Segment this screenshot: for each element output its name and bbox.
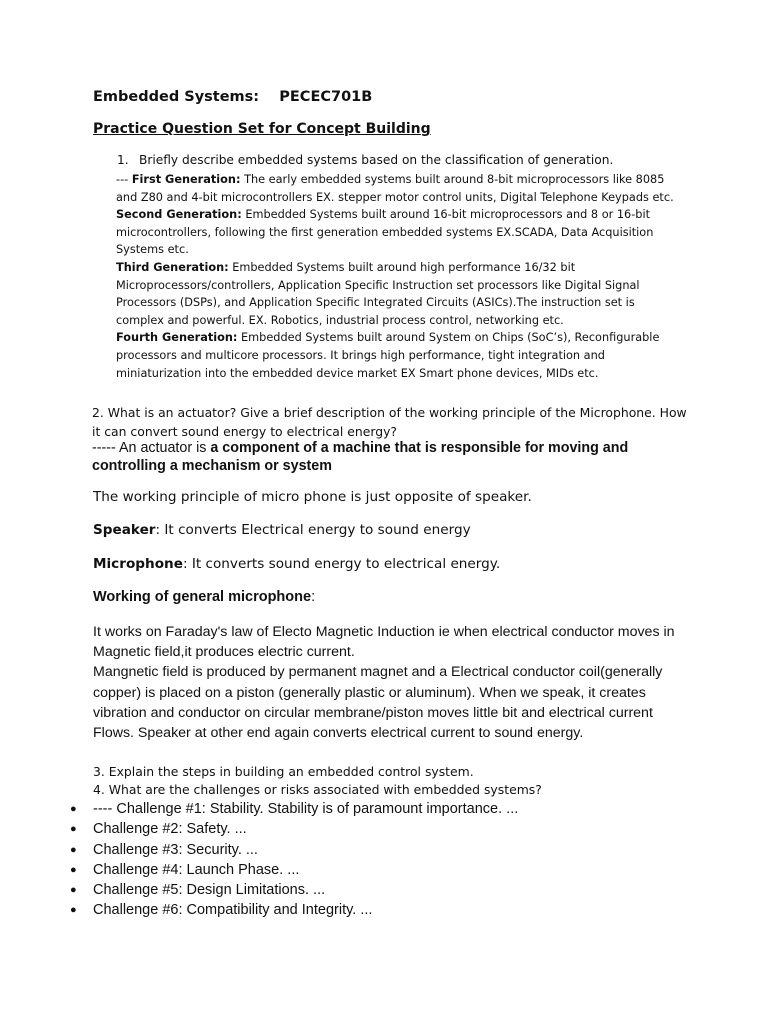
challenge-text: Challenge #6: Compatibility and Integrity. ... xyxy=(93,902,373,919)
page-subtitle: Practice Question Set for Concept Building xyxy=(93,121,431,137)
working-paragraph-2: Mangnetic field is produced by permanent magnet and a Electrical conductor coil(generally copper) is placed on a piston (generally plastic or aluminum). When we speak, it creates vibration and conductor on circular membrane/piston moves little bit and electrical current Flows. Speaker at other end again converts electrical current to sound energy. xyxy=(93,664,663,742)
question-3: 3. Explain the steps in building an embedded control system. xyxy=(93,764,474,779)
question-1 xyxy=(117,153,677,167)
generation-second xyxy=(116,206,676,259)
actuator-prefix: ----- An actuator is xyxy=(92,440,211,456)
generation-label: Fourth Generation: xyxy=(116,331,238,345)
list-item xyxy=(62,900,682,920)
generation-fourth xyxy=(116,329,676,382)
working-heading-colon: : xyxy=(311,589,316,605)
working-heading xyxy=(93,589,315,605)
speaker-label: Speaker xyxy=(93,522,156,538)
challenge-text: Challenge #2: Safety. ... xyxy=(93,821,247,838)
working-paragraph-1: It works on Faraday's law of Electo Magnetic Induction ie when electrical conductor moves in Magnetic field,it produces electric current. xyxy=(93,624,675,661)
speaker-line xyxy=(93,522,693,538)
actuator-answer xyxy=(92,439,692,475)
generation-text: Embedded Systems built around System on Chips (SoC’s), Reconfigurable processors and multicore processors. It brings high performance, tight integration and miniaturization into the embedded device market EX Smart phone devices, MIDs etc. xyxy=(116,331,660,380)
generation-text: Embedded Systems built around 16-bit microprocessors and 8 or 16-bit microcontrollers, following the first generation embedded systems EX.SCADA, Data Acquisition Systems etc. xyxy=(116,208,654,257)
challenge-list xyxy=(62,799,682,921)
principle-text: The working principle of micro phone is just opposite of speaker. xyxy=(93,489,532,505)
question-4: 4. What are the challenges or risks associated with embedded systems? xyxy=(93,782,542,797)
list-item xyxy=(62,860,682,880)
generation-list xyxy=(116,171,676,382)
generation-label: Second Generation: xyxy=(116,208,242,222)
list-item xyxy=(62,840,682,860)
generation-third xyxy=(116,259,676,329)
working-explanation xyxy=(93,622,693,743)
page-title: Embedded Systems: PECEC701B xyxy=(93,89,373,105)
bullet-icon: ● xyxy=(70,884,77,897)
generation-text: The early embedded systems built around 8-bit microprocessors like 8085 and Z80 and 4-bit microcontrollers EX. stepper motor control units, Digital Telephone Keypads etc. xyxy=(116,173,674,204)
bullet-icon: ● xyxy=(70,904,77,917)
question-1-text: Briefly describe embedded systems based on the classification of generation. xyxy=(139,153,614,167)
challenge-text: ---- Challenge #1: Stability. Stability is of paramount importance. ... xyxy=(93,801,519,817)
generation-first xyxy=(116,171,676,206)
microphone-line xyxy=(93,556,693,572)
questions-3-4 xyxy=(93,763,693,799)
list-item xyxy=(62,819,682,839)
actuator-definition: a component of a machine that is responsible for moving and controlling a mechanism or system xyxy=(92,440,629,474)
generation-text: Embedded Systems built around high performance 16/32 bit Microprocessors/controllers, Application Specific Instruction set processors like Digital Signal Processors (DSPs), and Application Specific Integrated Circuits (ASICs).The instruction set is complex and powerful. EX. Robotics, industrial process control, networking etc. xyxy=(116,260,640,327)
generation-label: First Generation: xyxy=(131,173,241,186)
bullet-icon: ● xyxy=(70,843,77,856)
challenge-text: Challenge #5: Design Limitations. ... xyxy=(93,882,326,899)
speaker-text: : It converts Electrical energy to sound energy xyxy=(155,522,471,538)
generation-label: Third Generation: xyxy=(116,260,229,274)
question-2: 2. What is an actuator? Give a brief description of the working principle of the Microphone. How it can convert sound energy to electrical energy? xyxy=(92,405,687,439)
question-1-number: 1. xyxy=(117,153,129,167)
challenge-text: Challenge #4: Launch Phase. ... xyxy=(93,861,300,878)
microphone-label: Microphone xyxy=(93,556,183,572)
bullet-icon: ● xyxy=(70,803,77,815)
list-item xyxy=(62,880,682,900)
bullet-icon: ● xyxy=(70,823,77,836)
generation-prefix: --- xyxy=(116,173,132,186)
list-item xyxy=(62,799,682,819)
working-heading-text: Working of general microphone xyxy=(93,589,312,605)
challenge-text: Challenge #3: Security. ... xyxy=(93,841,258,858)
microphone-text: : It converts sound energy to electrical energy. xyxy=(182,556,501,572)
bullet-icon: ● xyxy=(70,863,77,876)
